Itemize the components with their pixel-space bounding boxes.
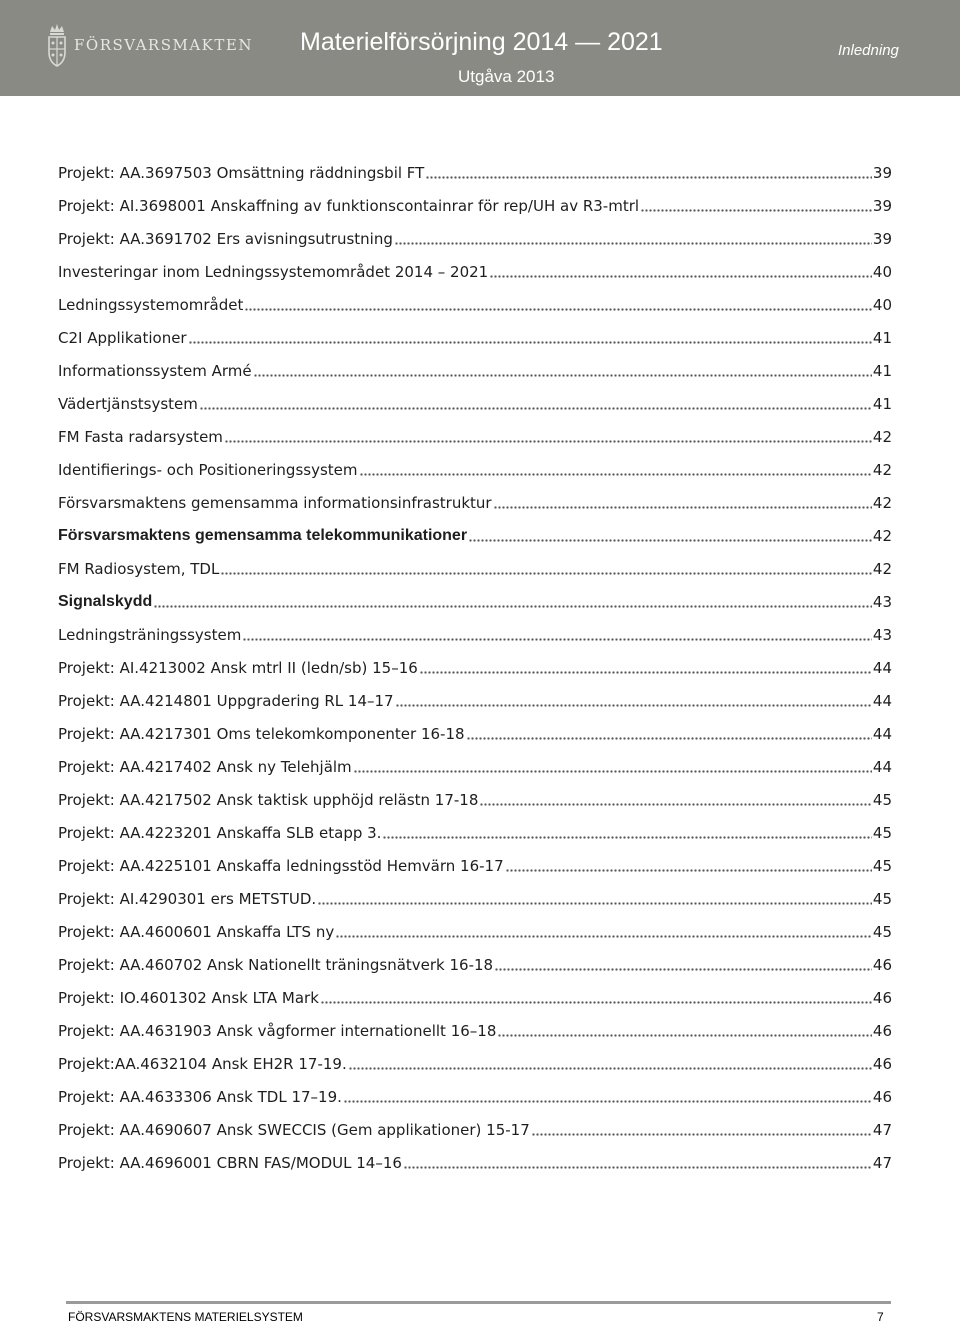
toc-entry[interactable] [58, 783, 892, 816]
toc-entry-page: 45 [872, 856, 892, 875]
toc-entry-label: FM Fasta radarsystem [58, 427, 223, 446]
toc-entry-page: 42 [872, 460, 892, 479]
toc-entry-page: 42 [872, 559, 892, 578]
toc-dot-leader [532, 1122, 872, 1137]
toc-entry[interactable] [58, 321, 892, 354]
toc-entry[interactable] [58, 1146, 892, 1179]
document-edition: Utgåva 2013 [458, 67, 555, 86]
toc-entry[interactable] [58, 585, 892, 618]
toc-entry-page: 44 [872, 691, 892, 710]
toc-entry-label: Projekt: AI.4213002 Ansk mtrl II (ledn/sb) 15–16 [58, 658, 418, 677]
toc-entry-label: Identifierings- och Positioneringssystem [58, 460, 358, 479]
toc-dot-leader [243, 627, 872, 642]
toc-entry-page: 40 [872, 295, 892, 314]
page-header [0, 0, 960, 96]
toc-dot-leader [344, 1089, 872, 1104]
toc-entry-page: 46 [872, 1087, 892, 1106]
toc-dot-leader [200, 396, 872, 411]
toc-dot-leader [480, 792, 872, 807]
toc-dot-leader [395, 231, 872, 246]
toc-dot-leader [360, 462, 872, 477]
toc-entry[interactable] [58, 156, 892, 189]
toc-entry-label: Projekt:AA.4632104 Ansk EH2R 17-19. [58, 1054, 347, 1073]
logo-text: FÖRSVARSMAKTEN [74, 36, 253, 54]
toc-entry-label: Projekt: AA.4217502 Ansk taktisk upphöjd relästn 17-18 [58, 790, 479, 809]
toc-dot-leader [498, 1023, 872, 1038]
section-label: Inledning [838, 42, 899, 59]
toc-entry-page: 40 [872, 262, 892, 281]
toc-entry-page: 47 [872, 1153, 892, 1172]
toc-entry-label: Ledningssystemområdet [58, 295, 244, 314]
toc-entry-page: 45 [872, 823, 892, 842]
toc-entry-page: 44 [872, 724, 892, 743]
toc-dot-leader [189, 330, 872, 345]
toc-entry[interactable] [58, 816, 892, 849]
toc-dot-leader [490, 264, 872, 279]
toc-entry-label: FM Radiosystem, TDL [58, 559, 220, 578]
toc-entry-page: 46 [872, 1021, 892, 1040]
toc-entry-label: Projekt: AA.460702 Ansk Nationellt träningsnätverk 16-18 [58, 955, 494, 974]
toc-entry[interactable] [58, 948, 892, 981]
toc-entry[interactable] [58, 354, 892, 387]
toc-entry-label: Projekt: AA.4214801 Uppgradering RL 14–17 [58, 691, 394, 710]
toc-entry-label: Projekt: AA.3691702 Ers avisningsutrustning [58, 229, 393, 248]
toc-entry[interactable] [58, 189, 892, 222]
toc-entry[interactable] [58, 750, 892, 783]
toc-entry-label: Försvarsmaktens gemensamma telekommunikationer [58, 526, 468, 544]
toc-entry-page: 41 [872, 328, 892, 347]
toc-dot-leader [396, 693, 872, 708]
toc-entry[interactable] [58, 387, 892, 420]
forsvarsmakten-logo [46, 20, 253, 70]
toc-entry[interactable] [58, 981, 892, 1014]
table-of-contents [58, 156, 892, 1179]
toc-entry-page: 39 [872, 229, 892, 248]
toc-entry[interactable] [58, 651, 892, 684]
toc-entry-label: Projekt: AA.4225101 Anskaffa ledningsstöd Hemvärn 16-17 [58, 856, 504, 875]
toc-dot-leader [383, 825, 871, 840]
toc-dot-leader [467, 726, 872, 741]
footer-divider [66, 1301, 891, 1304]
toc-dot-leader [254, 363, 872, 378]
toc-entry-page: 42 [872, 493, 892, 512]
toc-entry-label: C2I Applikationer [58, 328, 187, 347]
toc-entry[interactable] [58, 1113, 892, 1146]
toc-entry-page: 45 [872, 889, 892, 908]
page-number: 7 [877, 1310, 884, 1324]
toc-entry-label: Projekt: AA.4600601 Anskaffa LTS ny [58, 922, 335, 941]
toc-entry[interactable] [58, 882, 892, 915]
toc-entry[interactable] [58, 453, 892, 486]
toc-entry-page: 39 [872, 163, 892, 182]
toc-entry-label: Projekt: AA.4217402 Ansk ny Telehjälm [58, 757, 352, 776]
toc-entry-page: 46 [872, 955, 892, 974]
toc-entry-page: 45 [872, 922, 892, 941]
footer-title: FÖRSVARSMAKTENS MATERIELSYSTEM [68, 1310, 303, 1324]
toc-dot-leader [404, 1155, 872, 1170]
toc-entry-label: Projekt: AA.4631903 Ansk vågformer internationellt 16–18 [58, 1021, 497, 1040]
toc-entry-page: 42 [872, 526, 892, 545]
toc-entry-label: Projekt: AA.4633306 Ansk TDL 17–19. [58, 1087, 342, 1106]
toc-dot-leader [494, 495, 872, 510]
toc-dot-leader [495, 957, 872, 972]
toc-dot-leader [221, 561, 872, 576]
toc-entry-page: 46 [872, 988, 892, 1007]
toc-entry[interactable] [58, 486, 892, 519]
toc-entry[interactable] [58, 255, 892, 288]
toc-entry[interactable] [58, 849, 892, 882]
toc-dot-leader [420, 660, 872, 675]
toc-entry-label: Projekt: AA.4223201 Anskaffa SLB etapp 3. [58, 823, 382, 842]
toc-dot-leader [318, 891, 872, 906]
toc-entry[interactable] [58, 618, 892, 651]
toc-entry-page: 41 [872, 361, 892, 380]
toc-dot-leader [506, 858, 872, 873]
toc-entry-label: Projekt: IO.4601302 Ansk LTA Mark [58, 988, 319, 1007]
toc-entry[interactable] [58, 222, 892, 255]
toc-entry-label: Ledningsträningssystem [58, 625, 242, 644]
toc-entry[interactable] [58, 519, 892, 552]
toc-entry-page: 43 [872, 592, 892, 611]
toc-dot-leader [336, 924, 872, 939]
toc-entry[interactable] [58, 288, 892, 321]
toc-entry-label: Investeringar inom Ledningssystemområdet 2014 – 2021 [58, 262, 489, 281]
toc-entry-page: 45 [872, 790, 892, 809]
toc-entry[interactable] [58, 1080, 892, 1113]
toc-entry-label: Försvarsmaktens gemensamma informationsinfrastruktur [58, 493, 492, 512]
toc-entry-page: 46 [872, 1054, 892, 1073]
toc-entry-page: 44 [872, 757, 892, 776]
toc-entry[interactable] [58, 420, 892, 453]
toc-entry-label: Informationssystem Armé [58, 361, 252, 380]
toc-dot-leader [641, 198, 872, 213]
toc-dot-leader [245, 297, 872, 312]
toc-entry-label: Projekt: AI.4290301 ers METSTUD. [58, 889, 317, 908]
toc-entry-label: Projekt: AI.3698001 Anskaffning av funktionscontainrar för rep/UH av R3-mtrl [58, 196, 640, 215]
toc-entry-page: 42 [872, 427, 892, 446]
toc-entry[interactable] [58, 1047, 892, 1080]
toc-dot-leader [154, 594, 872, 609]
document-title: Materielförsörjning 2014 ― 2021 [300, 28, 663, 56]
toc-dot-leader [354, 759, 872, 774]
toc-entry-page: 44 [872, 658, 892, 677]
toc-entry-label: Projekt: AA.4696001 CBRN FAS/MODUL 14–16 [58, 1153, 402, 1172]
toc-entry-label: Projekt: AA.4690607 Ansk SWECCIS (Gem applikationer) 15-17 [58, 1120, 530, 1139]
toc-entry-label: Vädertjänstsystem [58, 394, 198, 413]
crown-crest-icon [46, 22, 68, 68]
toc-entry-label: Signalskydd [58, 592, 153, 610]
toc-dot-leader [321, 990, 872, 1005]
toc-dot-leader [225, 429, 872, 444]
toc-entry-page: 41 [872, 394, 892, 413]
toc-dot-leader [349, 1056, 872, 1071]
toc-entry[interactable] [58, 915, 892, 948]
toc-dot-leader [426, 165, 872, 180]
toc-entry-page: 43 [872, 625, 892, 644]
toc-entry[interactable] [58, 717, 892, 750]
toc-entry-page: 47 [872, 1120, 892, 1139]
toc-dot-leader [469, 528, 872, 543]
toc-entry[interactable] [58, 1014, 892, 1047]
toc-entry[interactable] [58, 552, 892, 585]
toc-entry[interactable] [58, 684, 892, 717]
toc-entry-page: 39 [872, 196, 892, 215]
toc-entry-label: Projekt: AA.3697503 Omsättning räddningsbil FT [58, 163, 425, 182]
toc-entry-label: Projekt: AA.4217301 Oms telekomkomponenter 16-18 [58, 724, 465, 743]
